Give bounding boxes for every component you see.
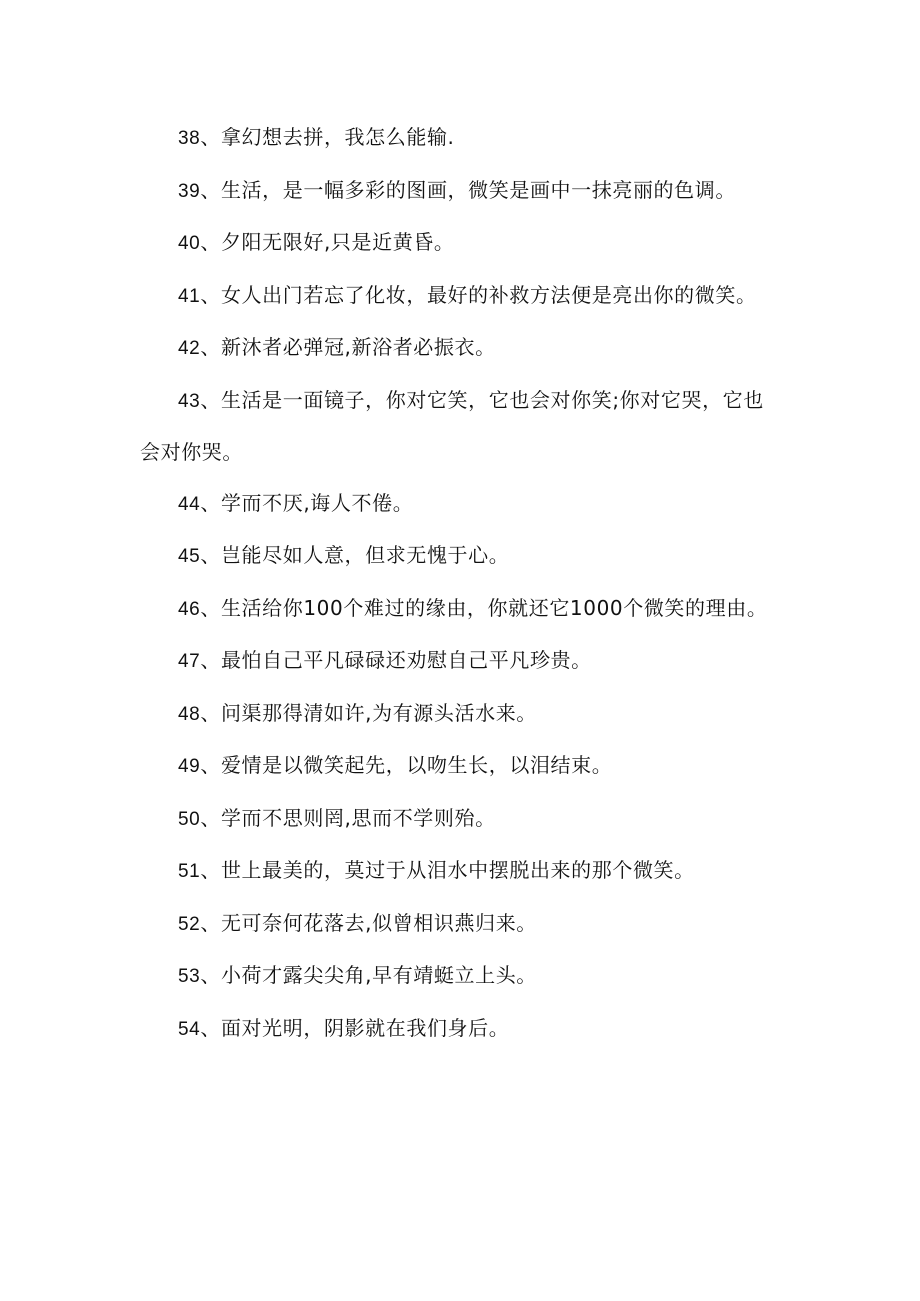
item-number: 48 bbox=[178, 703, 201, 725]
list-item bbox=[140, 793, 780, 846]
quote-list bbox=[140, 112, 780, 1055]
list-item bbox=[140, 322, 780, 375]
item-text: 、爱情是以微笑起先，以吻生长，以泪结束。 bbox=[200, 753, 613, 777]
item-text: 、世上最美的，莫过于从泪水中摆脱出来的那个微笑。 bbox=[200, 858, 695, 882]
item-number: 42 bbox=[178, 338, 201, 359]
item-text: 、生活，是一幅多彩的图画，微笑是画中一抹亮丽的色调。 bbox=[200, 177, 736, 202]
item-number: 44 bbox=[178, 493, 201, 515]
item-text: 、学而不厌,诲人不倦。 bbox=[200, 490, 414, 515]
list-item bbox=[140, 898, 780, 951]
item-text: 、女人出门若忘了化妆，最好的补救方法便是亮出你的微笑。 bbox=[200, 282, 757, 307]
item-text: 、新沐者必弹冠,新浴者必振衣。 bbox=[200, 335, 496, 359]
list-item bbox=[140, 740, 780, 793]
list-item bbox=[140, 217, 780, 270]
item-number: 51 bbox=[178, 861, 201, 882]
item-text: 、拿幻想去拼，我怎么能输. bbox=[200, 125, 455, 149]
list-item bbox=[140, 688, 780, 741]
item-number: 46 bbox=[178, 598, 201, 620]
item-text: 、夕阳无限好,只是近黄昏。 bbox=[200, 230, 455, 254]
list-item bbox=[140, 165, 780, 218]
item-number: 54 bbox=[178, 1018, 201, 1040]
item-text: 、问渠那得清如许,为有源头活水来。 bbox=[200, 700, 537, 725]
list-item bbox=[140, 845, 780, 898]
list-item bbox=[140, 478, 780, 531]
item-text: 、生活是一面镜子，你对它笑，它也会对你笑;你对它哭，它也会对你哭。 bbox=[140, 387, 764, 464]
item-number: 53 bbox=[178, 966, 201, 987]
item-number: 52 bbox=[178, 913, 201, 935]
list-item bbox=[140, 1003, 780, 1056]
item-number: 40 bbox=[178, 233, 201, 254]
list-item bbox=[140, 635, 780, 688]
list-item bbox=[140, 270, 780, 323]
list-item bbox=[140, 375, 780, 478]
item-number: 41 bbox=[178, 285, 201, 307]
item-number: 50 bbox=[178, 808, 201, 830]
item-text: 、面对光明，阴影就在我们身后。 bbox=[200, 1015, 510, 1040]
item-number: 49 bbox=[178, 756, 201, 777]
list-item bbox=[140, 950, 780, 1003]
item-number: 39 bbox=[178, 180, 201, 202]
list-item bbox=[140, 112, 780, 165]
item-number: 47 bbox=[178, 651, 201, 672]
item-text: 、生活给你100个难过的缘由，你就还它1000个微笑的理由。 bbox=[200, 595, 768, 620]
item-number: 38 bbox=[178, 128, 201, 149]
item-text: 、岂能尽如人意，但求无愧于心。 bbox=[200, 543, 510, 567]
item-text: 、小荷才露尖尖角,早有靖蜓立上头。 bbox=[200, 963, 537, 987]
item-number: 43 bbox=[178, 390, 201, 412]
item-text: 、无可奈何花落去,似曾相识燕归来。 bbox=[200, 910, 537, 935]
item-text: 、最怕自己平凡碌碌还劝慰自己平凡珍贵。 bbox=[200, 648, 592, 672]
item-number: 45 bbox=[178, 546, 201, 567]
list-item bbox=[140, 530, 780, 583]
list-item bbox=[140, 583, 780, 636]
item-text: 、学而不思则罔,思而不学则殆。 bbox=[200, 805, 496, 830]
